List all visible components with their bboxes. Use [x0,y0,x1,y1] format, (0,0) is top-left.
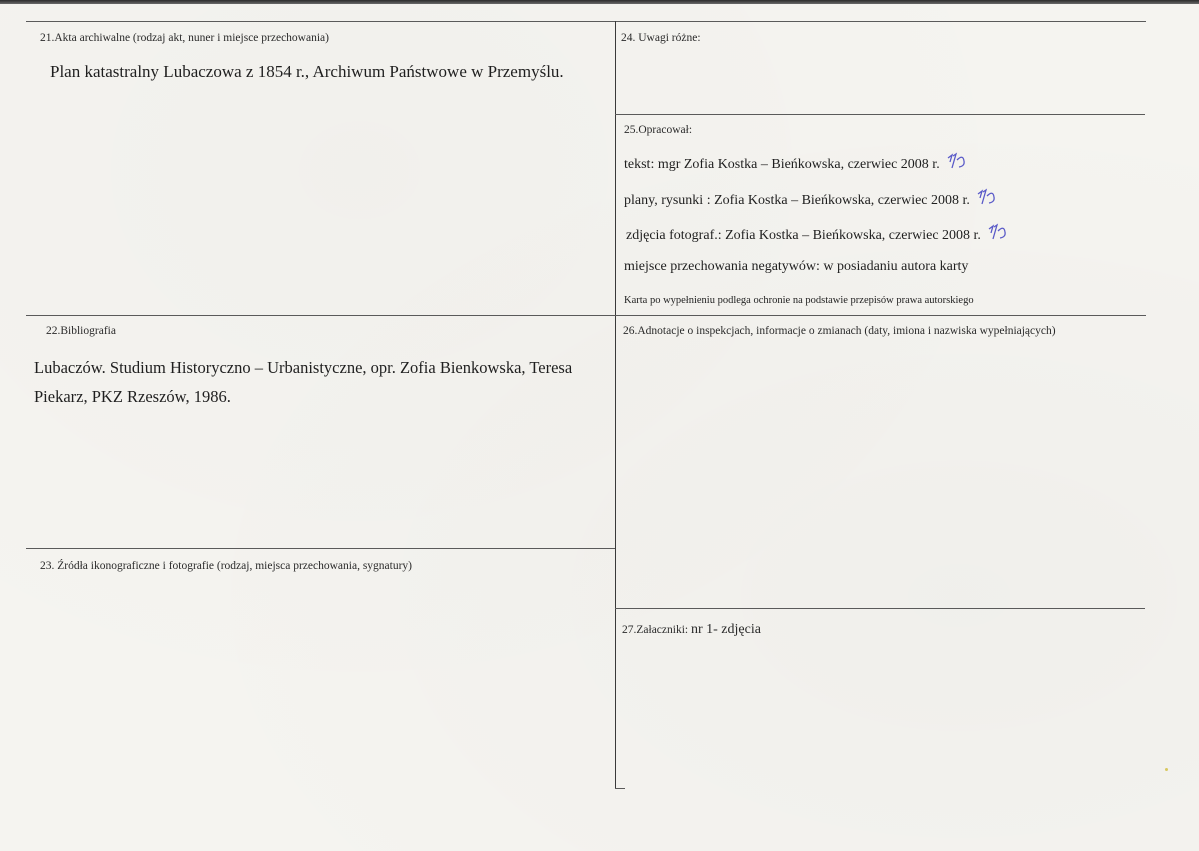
copyright-note: Karta po wypełnieniu podlega ochronie na podstawie przepisów prawa autorskiego [624,295,974,306]
signature-icon [945,152,971,172]
signature-icon [986,223,1012,243]
center-divider [615,21,616,789]
divider-22-23 [26,548,615,549]
scan-speck [1165,768,1168,771]
divider-21-22 [26,315,1146,316]
section-21-text: Plan katastralny Lubaczowa z 1854 r., Archiwum Państwowe w Przemyślu. [50,62,564,81]
divider-26-27 [615,608,1145,609]
scan-top-edge [0,0,1199,4]
section-22-label: 22.Bibliografia [46,325,116,337]
section-23-label: 23. Źródła ikonograficzne i fotografie (rodzaj, miejsca przechowania, sygnatury) [40,560,412,572]
top-border [26,21,1146,22]
section-25-line-plans [624,188,1001,209]
bottom-tick [615,788,625,789]
divider-24-25 [615,114,1145,115]
section-25-line-negatives: miejsce przechowania negatywów: w posiadaniu autora karty [624,259,969,274]
credit-text: tekst: mgr Zofia Kostka – Bieńkowska, czerwiec 2008 r. [624,157,940,172]
section-24-label: 24. Uwagi różne: [621,32,701,44]
section-27-label [622,622,761,638]
credit-plans: plany, rysunki : Zofia Kostka – Bieńkowska, czerwiec 2008 r. [624,193,970,208]
credit-photos: zdjęcia fotograf.: Zofia Kostka – Bieńkowska, czerwiec 2008 r. [626,228,981,243]
section-26-label: 26.Adnotacje o inspekcjach, informacje o zmianach (daty, imiona i nazwiska wypełniających) [623,325,1056,337]
attachments-label: 27.Załaczniki: [622,624,689,636]
section-25-line-photos [626,223,1012,244]
section-22-line2: Piekarz, PKZ Rzeszów, 1986. [34,387,231,406]
signature-icon [975,188,1001,208]
section-25-line-text [624,152,971,173]
section-22-line1: Lubaczów. Studium Historyczno – Urbanistyczne, opr. Zofia Bienkowska, Teresa [34,358,573,377]
attachments-value: nr 1- zdjęcia [690,622,761,637]
section-21-label: 21.Akta archiwalne (rodzaj akt, nuner i miejsce przechowania) [40,32,329,44]
section-25-label: 25.Opracował: [624,124,693,136]
